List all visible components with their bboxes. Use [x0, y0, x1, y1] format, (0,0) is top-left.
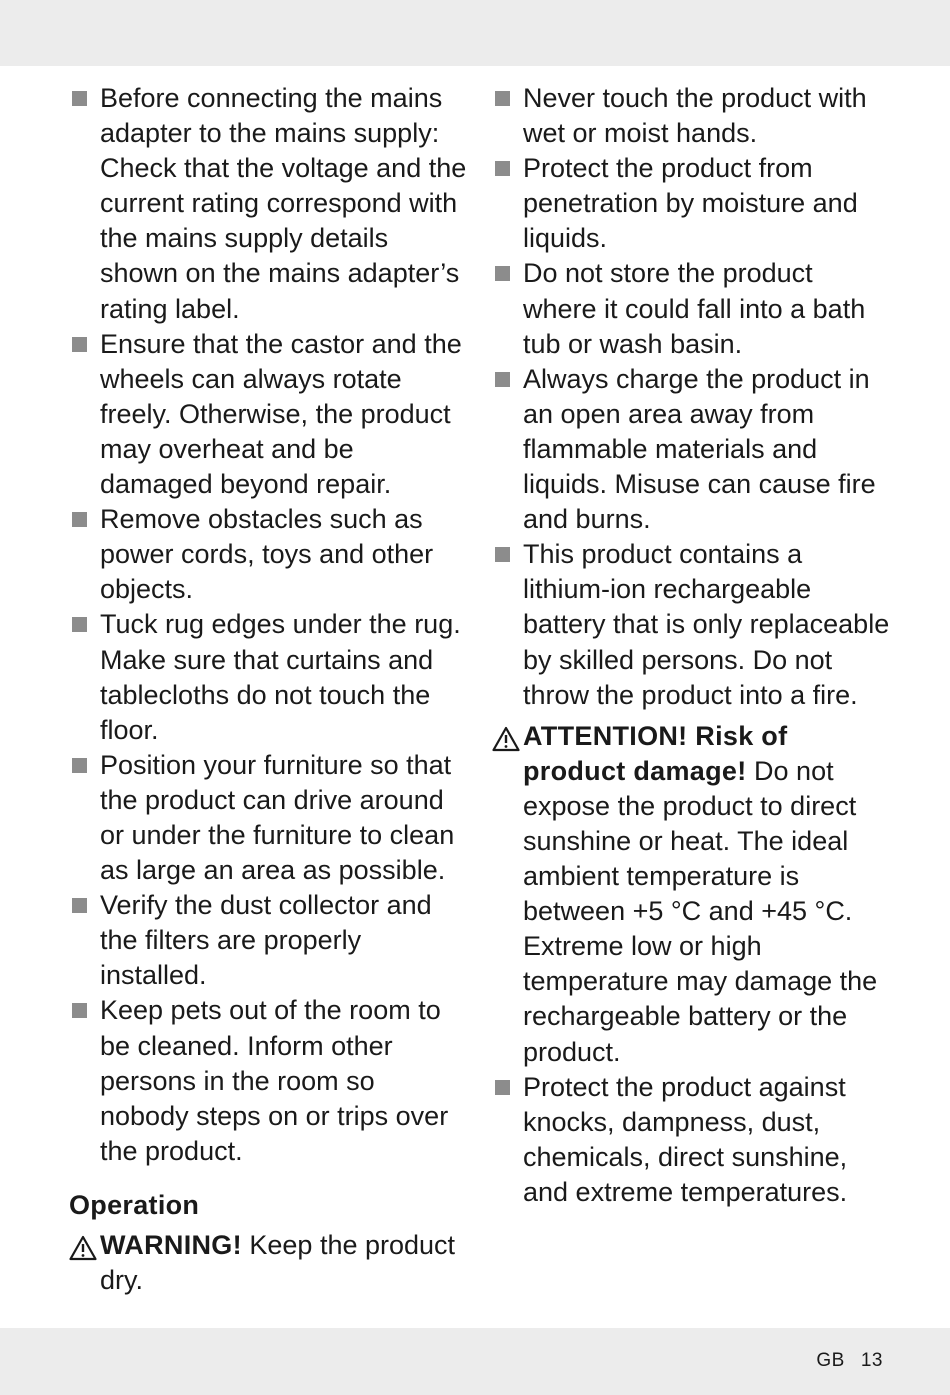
- bottom-band: [0, 1328, 950, 1395]
- warning-label: WARNING!: [100, 1229, 242, 1260]
- list-item: Remove obstacles such as power cords, toys and other objects.: [69, 502, 469, 607]
- square-bullet-icon: [72, 617, 87, 632]
- page-number: 13: [860, 1350, 883, 1371]
- list-item: Keep pets out of the room to be cleaned. Inform other persons in the room so nobody steps on or trips over the product.: [69, 993, 469, 1168]
- square-bullet-icon: [495, 372, 510, 387]
- right-column: [492, 81, 892, 1210]
- square-bullet-icon: [72, 898, 87, 913]
- right-bullet-list: [492, 81, 892, 713]
- square-bullet-icon: [72, 758, 87, 773]
- top-band: [0, 0, 950, 66]
- list-item: Verify the dust collector and the filters are properly installed.: [69, 888, 469, 993]
- square-bullet-icon: [495, 1080, 510, 1095]
- language-code: GB: [816, 1350, 845, 1371]
- list-item: Position your furniture so that the product can drive around or under the furniture to clean as large an area as possible.: [69, 748, 469, 888]
- attention-text: Do not expose the product to direct sunshine or heat. The ideal ambient temperature is between +5 °C and +45 °C. Extreme low or high temperature may damage the rechargeable battery or the product.: [523, 755, 878, 1067]
- left-column: [69, 81, 469, 1298]
- square-bullet-icon: [72, 1003, 87, 1018]
- right-bullet-list-after: [492, 1070, 892, 1210]
- square-bullet-icon: [72, 91, 87, 106]
- list-item: Ensure that the castor and the wheels can always rotate freely. Otherwise, the product may overheat and be damaged beyond repair.: [69, 327, 469, 502]
- square-bullet-icon: [495, 91, 510, 106]
- list-item: Do not store the product where it could fall into a bath tub or wash basin.: [492, 256, 892, 361]
- left-bullet-list: [69, 81, 469, 1169]
- warning-note: [69, 1228, 469, 1298]
- list-item: Always charge the product in an open area away from flammable materials and liquids. Misuse can cause fire and burns.: [492, 362, 892, 537]
- square-bullet-icon: [72, 337, 87, 352]
- list-item: Protect the product from penetration by moisture and liquids.: [492, 151, 892, 256]
- list-item: Protect the product against knocks, dampness, dust, chemicals, direct sunshine, and extreme temperatures.: [492, 1070, 892, 1210]
- square-bullet-icon: [72, 512, 87, 527]
- square-bullet-icon: [495, 547, 510, 562]
- list-item: This product contains a lithium-ion rechargeable battery that is only replaceable by skilled persons. Do not throw the product into a fire.: [492, 537, 892, 712]
- warning-triangle-icon: [69, 1235, 97, 1261]
- page-footer: [816, 1350, 883, 1372]
- list-item: Tuck rug edges under the rug. Make sure that curtains and tablecloths do not touch the floor.: [69, 607, 469, 747]
- section-heading: Operation: [69, 1189, 200, 1220]
- attention-note: [492, 719, 892, 1070]
- list-item: Before connecting the mains adapter to the mains supply: Check that the voltage and the current rating correspond with the mains supply details shown on the mains adapter’s rating label.: [69, 81, 469, 327]
- square-bullet-icon: [495, 161, 510, 176]
- warning-triangle-icon: [492, 726, 520, 752]
- warning-text: Keep the product dry.: [100, 1229, 456, 1295]
- square-bullet-icon: [495, 266, 510, 281]
- attention-label: ATTENTION! Risk of product damage!: [523, 720, 788, 786]
- list-item: Never touch the product with wet or moist hands.: [492, 81, 892, 151]
